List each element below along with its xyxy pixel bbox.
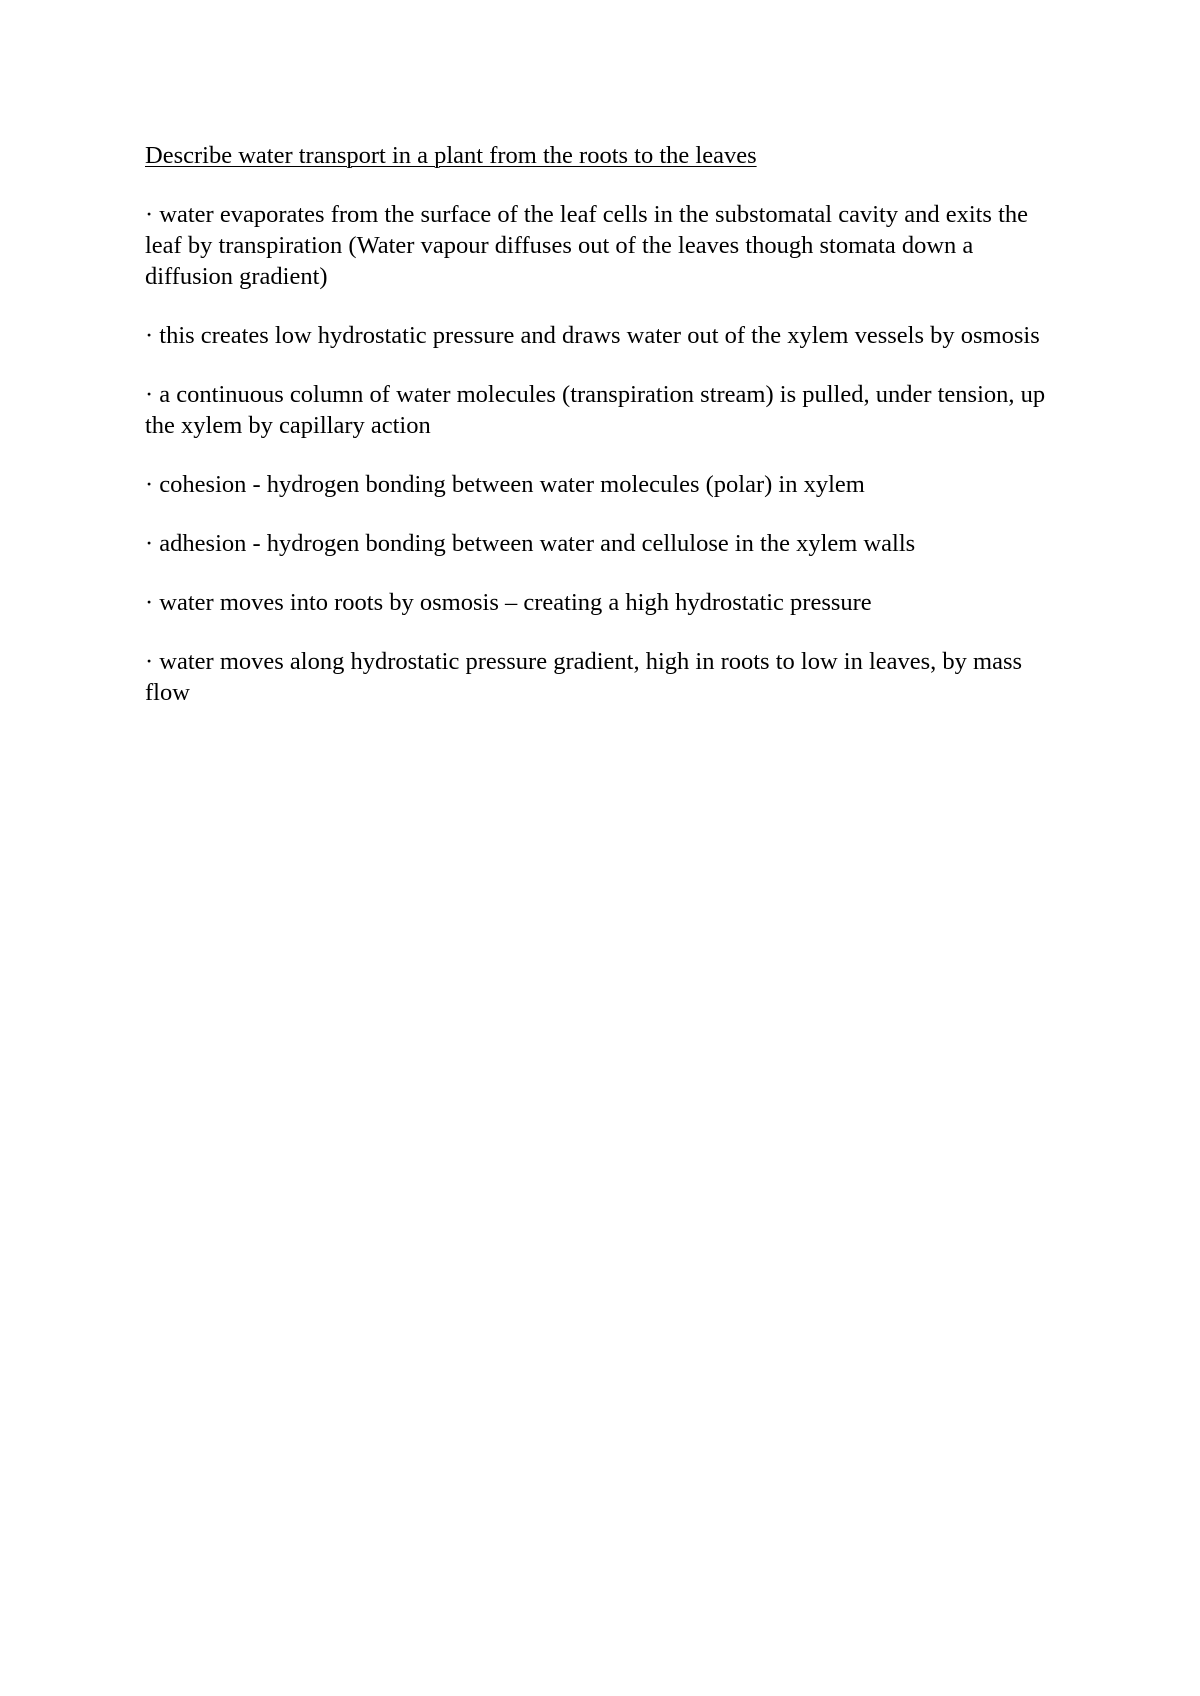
bullet-low-pressure: · this creates low hydrostatic pressure and draws water out of the xylem vessels by osmosis <box>145 322 1040 349</box>
bullet-adhesion: · adhesion - hydrogen bonding between water and cellulose in the xylem walls <box>145 530 916 557</box>
document-body <box>145 140 1065 736</box>
bullet-root-osmosis: · water moves into roots by osmosis – creating a high hydrostatic pressure <box>145 589 872 616</box>
bullet-list <box>145 199 1065 708</box>
bullet-evaporation: · water evaporates from the surface of the leaf cells in the substomatal cavity and exits the leaf by transpiration (Water vapour diffuses out of the leaves though stomata down a diffusion gradient) <box>145 201 1029 290</box>
bullet-cohesion: · cohesion - hydrogen bonding between water molecules (polar) in xylem <box>145 471 865 498</box>
bullet-mass-flow: · water moves along hydrostatic pressure gradient, high in roots to low in leaves, by mass flow <box>145 648 1023 706</box>
page-title: Describe water transport in a plant from the roots to the leaves <box>145 142 757 169</box>
bullet-water-column: · a continuous column of water molecules (transpiration stream) is pulled, under tension, up the xylem by capillary action <box>145 381 1046 439</box>
